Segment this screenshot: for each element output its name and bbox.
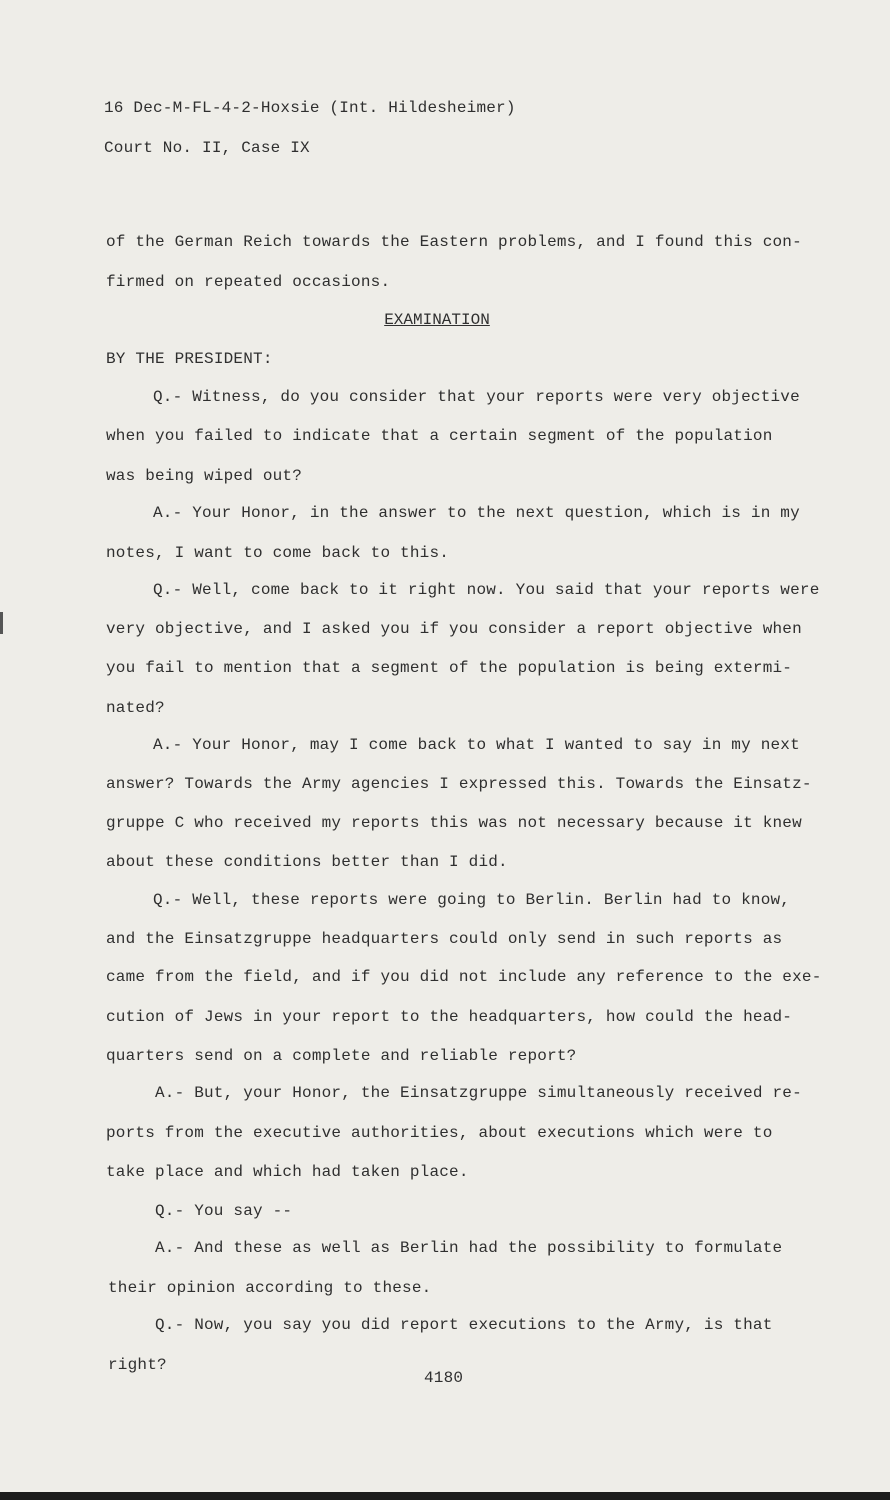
text-line: quarters send on a complete and reliable report? [106,1047,577,1065]
text-line: very objective, and I asked you if you consider a report objective when [106,620,802,638]
question-line: Q.- You say -- [155,1202,293,1220]
header-court: Court No. II, Case IX [104,139,310,157]
page-number: 4180 [424,1369,464,1387]
text-line: when you failed to indicate that a certain segment of the population [106,427,773,445]
text-line: about these conditions better than I did. [106,853,508,871]
header-case-reference: 16 Dec-M-FL-4-2-Hoxsie (Int. Hildesheimer) [104,99,516,117]
text-line: cution of Jews in your report to the headquarters, how could the head- [106,1008,793,1026]
text-line: was being wiped out? [106,467,303,485]
text-line: firmed on repeated occasions. [106,273,391,291]
margin-mark [0,612,3,634]
text-line: take place and which had taken place. [106,1163,469,1181]
question-line: Q.- Now, you say you did report executions to the Army, is that [155,1316,773,1334]
text-line: and the Einsatzgruppe headquarters could only send in such reports as [106,930,783,948]
text-line: their opinion according to these. [108,1279,432,1297]
text-line: BY THE PRESIDENT: [106,350,273,368]
text-line: ports from the executive authorities, about executions which were to [106,1124,773,1142]
text-line: came from the field, and if you did not include any reference to the exe- [106,968,822,986]
text-line: gruppe C who received my reports this was not necessary because it knew [106,814,802,832]
section-title: EXAMINATION [384,311,490,329]
question-line: Q.- Witness, do you consider that your reports were very objective [153,388,800,406]
scan-bottom-edge [0,1492,890,1500]
answer-line: A.- And these as well as Berlin had the possibility to formulate [155,1239,783,1257]
text-line: of the German Reich towards the Eastern problems, and I found this con- [106,233,802,251]
text-line: nated? [106,699,165,717]
text-line: answer? Towards the Army agencies I expressed this. Towards the Einsatz- [106,775,812,793]
question-line: Q.- Well, come back to it right now. You said that your reports were [153,581,820,599]
answer-line: A.- Your Honor, in the answer to the next question, which is in my [153,504,800,522]
question-line: Q.- Well, these reports were going to Berlin. Berlin had to know, [153,891,791,909]
answer-line: A.- But, your Honor, the Einsatzgruppe simultaneously received re- [155,1084,802,1102]
text-line: notes, I want to come back to this. [106,544,450,562]
answer-line: A.- Your Honor, may I come back to what I wanted to say in my next [153,736,800,754]
text-line: you fail to mention that a segment of the population is being extermi- [106,659,793,677]
text-line: right? [108,1356,167,1374]
